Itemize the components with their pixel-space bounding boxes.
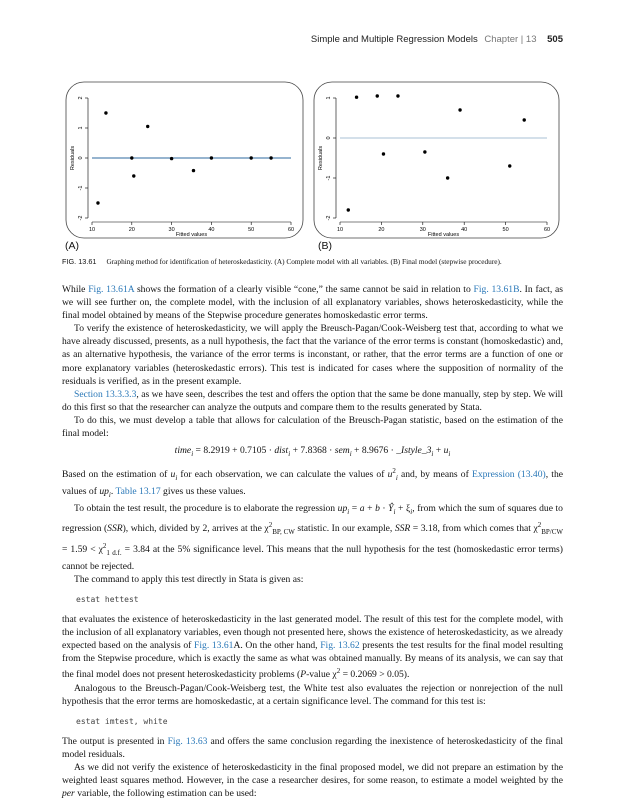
text-segment: To verify the existence of heteroskedasticity, we will apply the Breusch-Pagan/Cook-Weisberg test that, according to what we have already discussed, presents, as a null hypothesis, the fact that the variance of the error terms is constant (homoskedastic) and, as an alternative hypothesis, the variance of the error terms is inconstant, or rather, that the error terms are a function of one or more explanatory variables (heteroskedastic errors). This test is indicated for cases where the supposition of normality of the residuals is verified, as in the present example. xyxy=(62,323,563,387)
panel-label-b: (B) xyxy=(318,240,332,252)
data-point xyxy=(170,157,173,160)
text-segment: + xyxy=(364,503,376,515)
data-point xyxy=(347,208,350,211)
cross-reference-link[interactable]: Section 13.3.3.3 xyxy=(74,388,137,400)
x-tick-label: 40 xyxy=(208,227,215,233)
data-point xyxy=(132,174,135,177)
paragraph xyxy=(62,388,563,414)
data-point xyxy=(96,201,99,204)
text-segment: u xyxy=(387,469,393,481)
x-axis-label: Fitted values xyxy=(427,232,460,238)
x-tick-label: 50 xyxy=(248,227,255,233)
data-point xyxy=(210,156,213,159)
text-segment: To do this, we must develop a table that allows for calculation of the Breusch-Pagan statistic, based on the estimation of the final model: xyxy=(62,414,563,440)
text-segment: i xyxy=(191,450,194,459)
y-tick-label: 2 xyxy=(78,96,84,100)
paragraph xyxy=(62,682,563,708)
data-point xyxy=(508,164,511,167)
text-segment: that evaluates the existence of heteroskedasticity in the last generated model. The result of this test for the complete model, with the inclusion of all explanatory variables, even though not presented here, shows the existence of heteroskedasticity, as we already expected based on the analysis of xyxy=(62,613,563,652)
page-number: 505 xyxy=(547,34,563,45)
paragraph xyxy=(62,761,563,800)
text-segment: time xyxy=(174,445,192,457)
text-segment: shows the formation of a clearly visible “cone,” the same cannot be said in relation to xyxy=(134,284,474,295)
text-segment: . xyxy=(110,486,116,498)
text-segment: + ξ xyxy=(395,503,411,515)
text-segment: = 8.2919 + 0.7105 · xyxy=(193,445,275,457)
x-tick-label: 10 xyxy=(336,227,344,233)
text-segment: Analogous to the Breusch-Pagan/Cook-Weisberg test, the White test also evaluates the rejection or nonrejection of the null hypothesis that the error terms are homoskedastic, at a certain significance level. The command for this test is: xyxy=(62,682,563,707)
data-point xyxy=(104,111,107,114)
text-segment: 1 d.f. xyxy=(106,548,122,557)
y-tick-label: -2 xyxy=(78,215,84,221)
text-segment: i xyxy=(395,474,398,483)
text-segment: i xyxy=(347,508,350,517)
text-segment: , as we have seen, describes the test and offers the option that the same be done manually, step by step. We will do this first so that the researcher can analyze the outputs and compare them to the results generated by Stata. xyxy=(62,388,564,413)
running-header xyxy=(311,34,563,45)
header-title: Simple and Multiple Regression Models xyxy=(310,34,478,45)
data-point xyxy=(382,152,385,155)
plot-frame xyxy=(314,82,559,238)
text-segment: As we did not verify the existence of heteroskedasticity in the final proposed model, we did not prepare an estimation by the weighted least squares method. However, in the case a researcher desires, for some reason, to estimate a model weighted by the xyxy=(62,762,563,787)
cross-reference-link[interactable]: Fig. 13.61A xyxy=(88,284,135,295)
text-segment: gives us these values. xyxy=(160,486,246,498)
data-point xyxy=(523,118,526,121)
y-tick-label: 1 xyxy=(326,96,332,100)
x-axis-label: Fitted values xyxy=(175,232,208,238)
caption-number: FIG. 13.61 xyxy=(62,257,97,266)
x-tick-label: 30 xyxy=(419,227,426,233)
text-segment: for each observation, we can calculate the values of xyxy=(177,469,388,481)
code-block xyxy=(76,593,563,606)
text-segment: Ŷ xyxy=(388,503,394,515)
text-segment: 2 xyxy=(392,467,396,476)
x-tick-label: 60 xyxy=(543,227,551,233)
text-segment: i xyxy=(108,491,111,500)
text-segment: a xyxy=(359,503,365,515)
text-segment: 2 xyxy=(102,541,107,550)
equation xyxy=(62,444,563,461)
text-segment: BP, CW xyxy=(272,528,295,537)
paragraph xyxy=(62,414,563,440)
cross-reference-link[interactable]: Fig. 13.63 xyxy=(167,735,208,747)
text-segment: i xyxy=(431,450,434,459)
data-point xyxy=(446,176,449,179)
cross-reference-link[interactable]: Table 13.17 xyxy=(115,486,161,498)
text-segment: 2 xyxy=(537,521,542,530)
text-segment: -value χ xyxy=(306,669,337,681)
data-point xyxy=(192,169,195,172)
data-point xyxy=(376,94,379,97)
text-segment: i xyxy=(448,450,451,459)
data-point xyxy=(355,96,358,99)
text-segment: i xyxy=(175,474,178,483)
data-point xyxy=(396,94,399,97)
text-segment: + 7.8368 · xyxy=(290,445,335,457)
y-tick-label: -2 xyxy=(326,215,332,221)
text-segment: up xyxy=(337,503,348,515)
text-segment: The output is presented in xyxy=(62,735,168,747)
text-segment: = 3.84 at the 5% significance level. This means that the null hypothesis for the test (homoskedastic error terms) cannot be rejected. xyxy=(62,543,563,572)
x-tick-label: 20 xyxy=(128,227,135,233)
text-segment: = 3.18, from which comes that χ xyxy=(410,523,538,535)
text-segment: i xyxy=(288,450,291,459)
residual-plot-a xyxy=(62,80,307,242)
text-segment: estat imtest, white xyxy=(76,716,168,726)
data-point xyxy=(269,156,272,159)
paragraph xyxy=(62,465,563,502)
text-segment: · xyxy=(379,503,389,515)
text-segment: variable, the following estimation can be used: xyxy=(74,788,257,800)
text-segment: . In fact, as we will see further on, the complete model, with the inclusion of all explanatory variables, shows heteroskedasticity, while the final model obtained by means of the Stepwise procedure generates homoskedastic error terms. xyxy=(62,284,563,322)
text-segment: estat hettest xyxy=(76,594,139,604)
y-tick-label: -1 xyxy=(78,185,84,191)
x-tick-label: 50 xyxy=(502,227,509,233)
text-segment: P xyxy=(300,669,307,681)
text-segment: BP/CW xyxy=(541,528,564,537)
y-axis-label: Residuals xyxy=(70,145,76,171)
text-segment: i xyxy=(349,450,352,459)
data-point xyxy=(146,125,149,128)
text-segment: dist xyxy=(274,445,289,457)
text-segment: statistic. In our example, xyxy=(294,523,395,535)
text-segment: i xyxy=(393,508,396,517)
paragraph xyxy=(62,735,563,761)
text-segment: u xyxy=(443,445,449,457)
x-tick-label: 40 xyxy=(461,227,468,233)
paragraph xyxy=(62,613,563,682)
y-tick-label: 0 xyxy=(78,156,84,160)
text-segment: + xyxy=(433,445,444,457)
x-tick-label: 30 xyxy=(168,227,175,233)
text-segment: , from which the sum of squares due to regression ( xyxy=(62,503,563,535)
data-point xyxy=(423,150,426,153)
paragraph xyxy=(62,283,563,322)
text-segment: = 1.59 < χ xyxy=(62,543,103,555)
paragraph xyxy=(62,502,563,572)
data-point xyxy=(458,108,461,111)
body-text xyxy=(62,283,563,800)
text-segment: ), which, divided by 2, arrives at the χ xyxy=(122,523,269,535)
y-tick-label: -1 xyxy=(326,175,332,181)
text-segment: A. On the other hand, xyxy=(233,640,321,652)
x-tick-label: 10 xyxy=(88,227,96,233)
text-segment: presents the test results for the final model resulting from the Stepwise procedure, which is exactly the same as what was obtained manually. By means of its analysis, we can say that the final model does not present heteroskedasticity problems ( xyxy=(62,640,564,681)
text-segment: , the values of xyxy=(62,469,563,498)
code-block xyxy=(76,715,563,728)
panel-label-a: (A) xyxy=(65,240,79,252)
cross-reference-link[interactable]: Expression (13.40) xyxy=(471,469,546,481)
paragraph xyxy=(62,573,563,586)
text-segment: SSR xyxy=(394,523,411,535)
text-segment: = 0.2069 > 0.05). xyxy=(340,669,410,681)
y-axis-label: Residuals xyxy=(318,145,324,171)
text-segment: While xyxy=(62,284,89,295)
x-tick-label: 20 xyxy=(378,227,385,233)
text-segment: The command to apply this test directly in Stata is given as: xyxy=(74,573,304,585)
y-tick-label: 0 xyxy=(326,136,332,140)
residual-plot-b xyxy=(310,80,563,242)
text-segment: = xyxy=(349,503,360,515)
y-tick-label: 1 xyxy=(78,126,84,130)
text-segment: i xyxy=(410,508,413,517)
text-segment: per xyxy=(62,788,75,800)
text-segment: To obtain the test result, the procedure is to elaborate the regression xyxy=(74,503,338,515)
text-segment: and, by means of xyxy=(397,469,472,481)
cross-reference-link[interactable]: Fig. 13.61B xyxy=(473,284,520,295)
caption-text: Graphing method for identification of heteroskedasticity. (A) Complete model with all variables. (B) Final model (stepwise procedure). xyxy=(106,257,502,266)
cross-reference-link[interactable]: Fig. 13.61 xyxy=(194,640,234,652)
text-segment: up xyxy=(99,486,109,498)
data-point xyxy=(250,156,253,159)
paragraph xyxy=(62,322,563,387)
text-segment: sem xyxy=(334,445,350,457)
data-point xyxy=(130,156,133,159)
figure-caption xyxy=(62,257,572,266)
text-segment: SSR xyxy=(107,523,123,535)
text-segment: Based on the estimation of xyxy=(62,469,171,481)
text-segment: b xyxy=(375,503,380,515)
text-segment: and offers the same conclusion regarding the inexistence of heteroskedasticity of the final model residuals. xyxy=(62,735,563,760)
text-segment: 2 xyxy=(336,667,341,676)
x-tick-label: 60 xyxy=(287,227,295,233)
header-chapter: Chapter | 13 xyxy=(484,34,537,45)
text-segment: 2 xyxy=(268,521,273,530)
cross-reference-link[interactable]: Fig. 13.62 xyxy=(320,640,360,652)
text-segment: + 8.9676 · xyxy=(351,445,397,457)
text-segment: _Istyle_3 xyxy=(396,445,432,457)
text-segment: u xyxy=(170,469,176,481)
plot-frame xyxy=(66,82,303,238)
